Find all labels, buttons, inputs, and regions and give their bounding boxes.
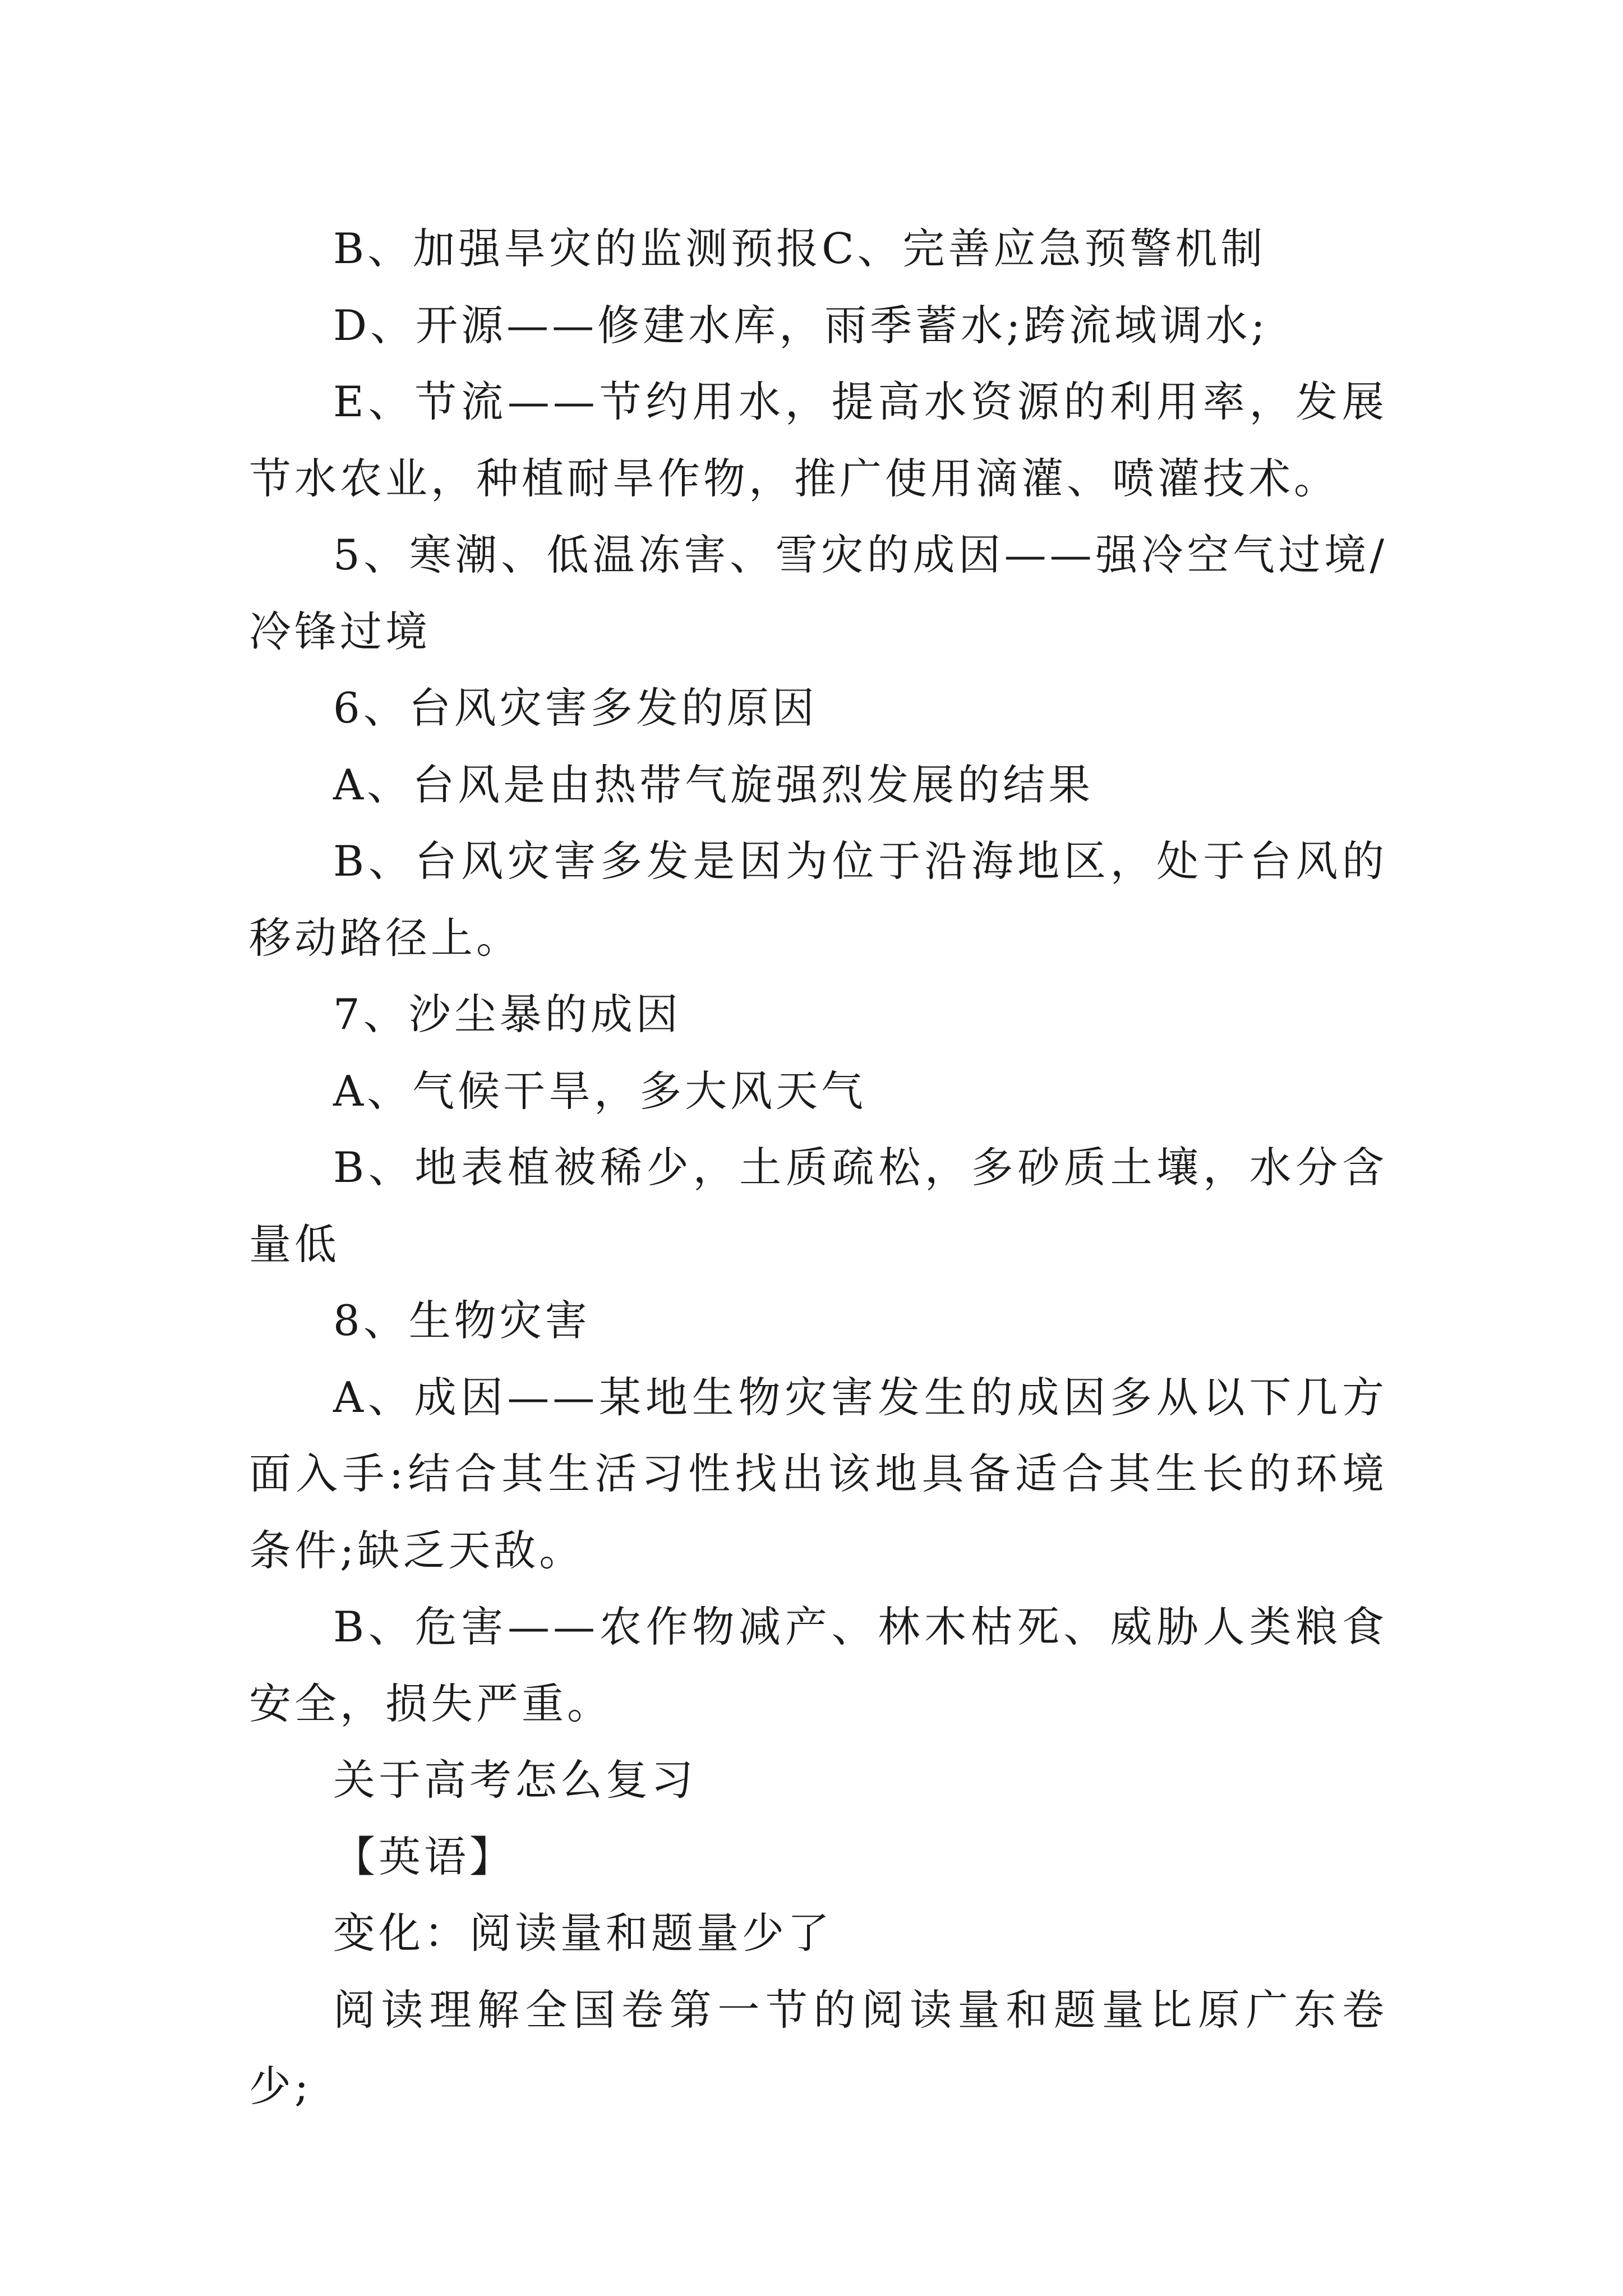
paragraph-change: 变化：阅读量和题量少了 xyxy=(333,1908,833,1958)
paragraph-typhoon-heading: 6、台风灾害多发的原因 xyxy=(333,683,818,733)
paragraph-sandstorm-heading: 7、沙尘暴的成因 xyxy=(333,990,681,1039)
paragraph-open-source: D、开源——修建水库，雨季蓄水;跨流域调水; xyxy=(333,300,1269,350)
paragraph-bio-disaster-b: B、危害——农作物减产、林木枯死、威胁人类粮食安全，损失严重。 xyxy=(249,1602,1387,1728)
paragraph-reading: 阅读理解全国卷第一节的阅读量和题量比原广东卷少; xyxy=(249,1985,1387,2111)
paragraph-sandstorm-b: B、地表植被稀少，土质疏松，多砂质土壤，水分含量低 xyxy=(249,1143,1387,1269)
document-body xyxy=(249,210,1387,2125)
paragraph-bio-disaster-a: A、成因——某地生物灾害发生的成因多从以下几方面入手:结合其生活习性找出该地具备适合其生长的环境条件;缺乏天敌。 xyxy=(249,1372,1387,1575)
paragraph-sandstorm-a: A、气候干旱，多大风天气 xyxy=(333,1066,867,1116)
paragraph-english-heading: 【英语】 xyxy=(333,1832,515,1881)
paragraph-typhoon-a: A、台风是由热带气旋强烈发展的结果 xyxy=(333,760,1094,809)
paragraph-save-water: E、节流——节约用水，提高水资源的利用率，发展节水农业，种植耐旱作物，推广使用滴灌、喷灌技术。 xyxy=(249,377,1387,503)
paragraph-review-heading: 关于高考怎么复习 xyxy=(333,1755,697,1805)
paragraph-bio-disaster-heading: 8、生物灾害 xyxy=(333,1296,591,1345)
paragraph-cold-wave-cause: 5、寒潮、低温冻害、雪灾的成因——强冷空气过境/冷锋过境 xyxy=(249,530,1387,656)
paragraph-typhoon-b: B、台风灾害多发是因为位于沿海地区，处于台风的移动路径上。 xyxy=(249,836,1387,963)
paragraph-drought-monitoring: B、加强旱灾的监测预报C、完善应急预警机制 xyxy=(333,224,1266,273)
